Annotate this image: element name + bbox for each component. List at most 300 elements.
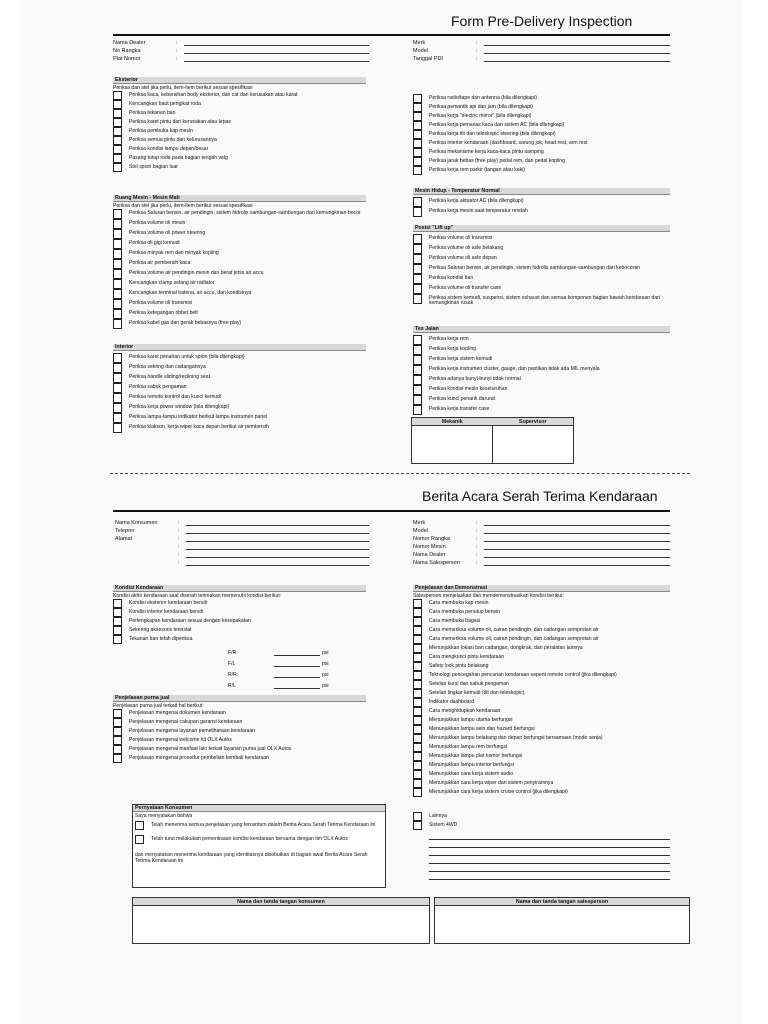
checkbox[interactable]	[135, 821, 144, 830]
field-label: Merk	[413, 40, 426, 46]
checkbox[interactable]	[413, 148, 422, 157]
checklist-item-label: Periksa kerja kopling	[429, 345, 476, 352]
field-input-line[interactable]	[484, 48, 670, 54]
checklist-item	[113, 229, 366, 239]
checkbox[interactable]	[413, 405, 422, 415]
checklist-item-label: Cara membuka bagasi	[429, 617, 481, 624]
checklist-item	[113, 363, 366, 373]
checklist-item-label: Perlengkapan kendaraan sesuai dengan kesepakatan	[129, 617, 251, 624]
checkbox[interactable]	[113, 403, 122, 413]
checkbox[interactable]	[113, 269, 122, 279]
checklist-item-label: Periksa interior kendaraan (dashboard, sarung jok, head rest, arm rest	[429, 139, 588, 146]
checklist-item-label: Menunjukkan cara kerja wiper dan sistem penyiramnya	[429, 779, 554, 786]
bast-right-field	[413, 526, 670, 534]
checkbox[interactable]	[413, 671, 422, 680]
checkbox[interactable]	[113, 617, 122, 626]
checkbox[interactable]	[113, 599, 122, 608]
checkbox[interactable]	[413, 121, 422, 130]
checklist-item	[113, 109, 366, 118]
checklist-item	[113, 269, 366, 279]
checklist-item-label: Kondisi eksterior kendaraan bersih	[129, 599, 208, 606]
field-input-line[interactable]	[484, 528, 670, 534]
checkbox[interactable]	[113, 136, 122, 145]
pdi-left-field	[113, 46, 369, 54]
lainnya-section	[413, 812, 670, 880]
checklist-item	[413, 234, 670, 244]
field-input-line[interactable]	[484, 552, 670, 558]
checklist-item-label: Periksa kondisi ban	[429, 274, 474, 281]
checklist-item	[113, 259, 366, 269]
checklist-item	[413, 599, 670, 608]
field-colon: :	[178, 560, 180, 566]
checklist-item-label: Sistem 4WD	[429, 821, 458, 828]
demonstrasi-section	[413, 585, 670, 797]
checklist-item	[413, 821, 670, 830]
checkbox[interactable]	[413, 680, 422, 689]
checklist-item-label: Periksa sabuk pengaman	[129, 383, 187, 390]
checklist-item	[113, 145, 366, 154]
checkbox[interactable]	[413, 599, 422, 608]
checkbox[interactable]	[413, 94, 422, 103]
bast-right-fields	[413, 518, 670, 566]
tire-unit: psi	[322, 661, 329, 667]
pdi-right-field	[413, 46, 670, 54]
checkbox[interactable]	[413, 770, 422, 779]
checklist-item-label: Cara memeriksa volume oli, cairan pendingin, dan cadangan semprotan air	[429, 626, 599, 633]
checkbox[interactable]	[113, 249, 122, 259]
checklist-item-label: Penjelasan mengenai welcome kit OLX Autos	[129, 736, 232, 743]
field-label: Nama Dealer	[413, 552, 446, 558]
checklist-item	[413, 653, 670, 662]
field-input-line[interactable]	[184, 48, 369, 54]
field-input-line[interactable]	[186, 544, 369, 550]
checkbox[interactable]	[113, 209, 122, 219]
checkbox[interactable]	[135, 835, 144, 844]
checklist-item-label: Periksa pemantik api dan jam (bila dilengkapi)	[429, 103, 533, 110]
checklist-item-label: Stel spion bagian luar	[129, 163, 178, 170]
checkbox[interactable]	[413, 197, 422, 207]
checklist-item	[113, 209, 366, 219]
checkbox[interactable]	[113, 635, 122, 644]
checklist-item	[413, 254, 670, 264]
mesin-hidup-section	[413, 188, 670, 217]
checklist-item	[113, 599, 366, 608]
checklist-item	[413, 264, 670, 274]
checkbox[interactable]	[413, 284, 422, 294]
field-colon: :	[476, 528, 478, 534]
checklist-item	[113, 127, 366, 136]
audio-items	[413, 94, 670, 175]
checklist-item	[113, 393, 366, 403]
checklist-item	[413, 365, 670, 375]
checklist-item	[135, 821, 385, 830]
checkbox[interactable]	[113, 709, 122, 718]
checkbox[interactable]	[413, 166, 422, 175]
checkbox[interactable]	[113, 91, 122, 100]
checkbox[interactable]	[113, 289, 122, 299]
checklist-item-label: Kondisi interior kendaraan bersih	[129, 608, 204, 615]
checklist-item-label: Cara memeriksa volume oli, cairan pendingin, dan cadangan semprotan air	[429, 635, 599, 642]
checkbox[interactable]	[113, 413, 122, 423]
field-input-line[interactable]	[484, 560, 670, 566]
checklist-item-label: Periksa karet pintu dari kerusakan atau lepas	[129, 118, 231, 125]
interior-section	[113, 344, 366, 433]
field-input-line[interactable]	[186, 528, 369, 534]
checkbox[interactable]	[413, 112, 422, 121]
checkbox[interactable]	[413, 653, 422, 662]
field-label: Merk	[413, 520, 426, 526]
checkbox[interactable]	[413, 626, 422, 635]
field-colon: :	[476, 56, 478, 62]
field-input-line[interactable]	[484, 56, 670, 62]
checklist-item	[413, 617, 670, 626]
checklist-item-label: Cara membuka penutup bensin	[429, 608, 501, 615]
checkbox[interactable]	[413, 617, 422, 626]
checklist-item-label: Periksa kondisi lampu depan/besar	[129, 145, 209, 152]
field-input-line[interactable]	[184, 40, 369, 46]
field-colon: :	[476, 520, 478, 526]
checkbox[interactable]	[413, 274, 422, 284]
checkbox[interactable]	[413, 139, 422, 148]
field-label: Nomor Mesin	[413, 544, 446, 550]
checkbox[interactable]	[413, 761, 422, 770]
field-input-line[interactable]	[186, 520, 369, 526]
checkbox[interactable]	[113, 309, 122, 319]
field-input-line[interactable]	[186, 536, 369, 542]
checklist-item-label: Periksa minyak rem dan minyak kopling	[129, 249, 219, 256]
checkbox[interactable]	[113, 154, 122, 163]
checkbox[interactable]	[113, 163, 122, 172]
konsumen-sign-label: Nama dan tanda tangan konsumen	[237, 899, 325, 905]
checklist-item-label: Cara menghidupkan kendaraan	[429, 707, 501, 714]
checkbox[interactable]	[413, 375, 422, 385]
eksterior-heading: Eksterior	[113, 77, 366, 84]
checklist-item	[413, 207, 670, 217]
checklist-item	[113, 289, 366, 299]
checklist-item-label: Periksa kerja aktuator AC (bila dilengkapi)	[429, 197, 524, 204]
checklist-item	[413, 644, 670, 653]
checklist-item-label: Periksa kerja tilt dan teleskopic steering (bila dilengkapi)	[429, 130, 556, 137]
checklist-item-label: Periksa kerja mesin saat temperatur rendah	[429, 207, 528, 214]
checkbox[interactable]	[413, 385, 422, 395]
mekanik-label: Mekanik	[441, 419, 463, 425]
checklist-item	[413, 335, 670, 345]
checklist-item-label: Periksa semua pintu dan kelurusannya	[129, 136, 217, 143]
field-colon: :	[176, 48, 178, 54]
checkbox[interactable]	[113, 239, 122, 249]
checkbox[interactable]	[413, 365, 422, 375]
checklist-item	[413, 385, 670, 395]
checkbox[interactable]	[413, 234, 422, 244]
tire-pressure-row	[228, 667, 366, 678]
checklist-item	[113, 626, 366, 635]
checklist-item-label: Periksa volume oli axle depan	[429, 254, 497, 261]
checklist-item	[413, 112, 670, 121]
checklist-item	[413, 680, 670, 689]
field-label: Nama Konsumen	[115, 520, 158, 526]
eksterior-section	[113, 77, 366, 172]
checkbox[interactable]	[113, 727, 122, 736]
checkbox[interactable]	[413, 345, 422, 355]
checklist-item	[113, 353, 366, 363]
checklist-item-label: Periksa radio/tape dan antenna (bila dilengkapi)	[429, 94, 537, 101]
interior-items	[113, 353, 366, 433]
checklist-item	[413, 244, 670, 254]
checkbox[interactable]	[413, 635, 422, 644]
checkbox[interactable]	[113, 100, 122, 109]
document-page	[20, 0, 742, 1024]
checkbox[interactable]	[113, 423, 122, 433]
checkbox[interactable]	[113, 279, 122, 289]
checklist-item	[113, 383, 366, 393]
lift-up-section	[413, 225, 670, 307]
checklist-item-label: Tekanan ban telah diperiksa	[129, 635, 193, 642]
checkbox[interactable]	[113, 127, 122, 136]
checklist-item	[413, 707, 670, 716]
pernyataan-box	[132, 804, 386, 888]
field-colon: :	[476, 40, 478, 46]
checklist-item	[413, 274, 670, 284]
checklist-item	[413, 752, 670, 761]
field-colon: :	[476, 48, 478, 54]
field-colon: :	[178, 544, 180, 550]
checklist-item-label: Periksa kerja rem parkir (tangan atau kaki)	[429, 166, 525, 173]
checkbox[interactable]	[113, 608, 122, 617]
checkbox[interactable]	[413, 264, 422, 274]
checkbox[interactable]	[413, 779, 422, 788]
checklist-item-label: Periksa handle sliding/reclining seat	[129, 373, 210, 380]
checkbox[interactable]	[413, 103, 422, 112]
field-input-line[interactable]	[484, 536, 670, 542]
checklist-item	[413, 743, 670, 752]
field-label: Nama Dealer	[113, 40, 146, 46]
checkbox[interactable]	[113, 736, 122, 745]
checklist-item	[413, 626, 670, 635]
checklist-item-label: Sekering aksesoris terinstal	[129, 626, 192, 633]
bast-right-field	[413, 518, 670, 526]
checkbox[interactable]	[113, 383, 122, 393]
pdi-right-fields	[413, 38, 670, 62]
checklist-item	[413, 139, 670, 148]
checklist-item-label: Setelan kursi dan sabuk pengaman	[429, 680, 509, 687]
checklist-item	[113, 154, 366, 163]
checklist-item-label: Periksa pembuka kap mesin	[129, 127, 193, 134]
checklist-item-label: Periksa oli gigi kemudi	[129, 239, 180, 246]
checkbox[interactable]	[413, 689, 422, 698]
checkbox[interactable]	[413, 698, 422, 707]
tire-pressure-row	[228, 656, 366, 667]
checkbox[interactable]	[413, 752, 422, 761]
pdi-right-field	[413, 54, 670, 62]
tire-pressure-row	[228, 678, 366, 689]
checklist-item-label: Periksa volume oli transfer case	[429, 284, 502, 291]
field-colon: :	[476, 560, 478, 566]
tire-pressure-input[interactable]	[274, 661, 320, 667]
checkbox[interactable]	[113, 118, 122, 127]
tire-label: R/R	[228, 672, 237, 678]
checkbox[interactable]	[413, 254, 422, 264]
purna-jual-heading: Penjelasan purna jual	[113, 695, 366, 702]
checklist-item-label: Periksa jarak bebas (free play) pedal rem, dan pedal kopling	[429, 157, 565, 164]
konsumen-signature-box[interactable]	[132, 897, 430, 944]
checklist-item	[413, 405, 670, 415]
checkbox[interactable]	[413, 644, 422, 653]
checklist-item	[113, 635, 366, 644]
checkbox[interactable]	[113, 229, 122, 239]
checklist-item	[413, 725, 670, 734]
checklist-item	[113, 100, 366, 109]
checkbox[interactable]	[113, 319, 122, 329]
field-input-line[interactable]	[484, 520, 670, 526]
checkbox[interactable]	[413, 743, 422, 752]
mekanik-signature[interactable]	[412, 426, 492, 463]
supervisor-label: Supervisor	[518, 419, 547, 425]
checkbox[interactable]	[413, 734, 422, 743]
checkbox[interactable]	[113, 754, 122, 763]
checklist-item-label: Periksa kabel gas dan gerak bebasnya (free play)	[129, 319, 242, 326]
checkbox[interactable]	[413, 707, 422, 716]
tire-pressure-input[interactable]	[274, 650, 320, 656]
purna-jual-section	[113, 695, 366, 763]
checklist-item	[413, 662, 670, 671]
checklist-item-label: Teknologi pencegahan pencurian kendaraan seperti remote control (jika dilengkapi)	[429, 671, 617, 678]
tire-pressure-input[interactable]	[274, 672, 320, 678]
lainnya-items	[413, 812, 670, 830]
checklist-item	[413, 671, 670, 680]
checkbox[interactable]	[413, 130, 422, 139]
checklist-item	[413, 345, 670, 355]
konsumen-signature[interactable]	[133, 906, 429, 943]
checkbox[interactable]	[113, 145, 122, 154]
checkbox[interactable]	[113, 219, 122, 229]
tire-pressure-input[interactable]	[274, 683, 320, 689]
tire-label: F/L	[228, 661, 236, 667]
checkbox[interactable]	[413, 244, 422, 254]
checklist-item-label: Periksa kerja sistem kemudi	[429, 355, 493, 362]
checkbox[interactable]	[113, 373, 122, 383]
field-input-line[interactable]	[484, 544, 670, 550]
checklist-item-label: Periksa volume oli mesin	[129, 219, 186, 226]
checklist-item-label: Periksa volume oli axle belakang	[429, 244, 504, 251]
checkbox[interactable]	[413, 395, 422, 405]
bast-left-field	[115, 518, 369, 526]
field-input-line[interactable]	[186, 560, 369, 566]
checklist-item	[413, 716, 670, 725]
checkbox[interactable]	[113, 353, 122, 363]
checklist-item-label: Lainnya	[429, 812, 447, 819]
checkbox[interactable]	[113, 745, 122, 754]
checklist-item	[413, 166, 670, 175]
checklist-item	[113, 745, 366, 754]
salesperson-signature[interactable]	[435, 906, 689, 943]
checkbox[interactable]	[413, 821, 422, 830]
lainnya-blank-lines[interactable]	[429, 832, 670, 880]
checkbox[interactable]	[113, 259, 122, 269]
checkbox[interactable]	[413, 294, 422, 304]
checklist-item	[113, 718, 366, 727]
demonstrasi-heading: Penjelasan dan Demonstrasi	[413, 585, 670, 592]
field-label: Model	[413, 528, 428, 534]
checkbox[interactable]	[113, 109, 122, 118]
checklist-item	[413, 779, 670, 788]
checkbox[interactable]	[413, 725, 422, 734]
field-input-line[interactable]	[484, 40, 670, 46]
field-input-line[interactable]	[186, 552, 369, 558]
checkbox[interactable]	[113, 626, 122, 635]
checkbox[interactable]	[413, 788, 422, 797]
checklist-item	[113, 136, 366, 145]
checkbox[interactable]	[113, 718, 122, 727]
checklist-item-label: Periksa air pembersih kaca	[129, 259, 191, 266]
supervisor-signature[interactable]	[492, 426, 573, 463]
salesperson-signature-box[interactable]	[434, 897, 690, 944]
checklist-item	[113, 163, 366, 172]
field-input-line[interactable]	[184, 56, 369, 62]
pdi-title: Form Pre-Delivery Inspection	[451, 13, 633, 29]
checklist-item-label: Telah menerima semua penjelasan yang tercantum dalam Berita Acara Serah Terima Kendaraan ini	[151, 821, 376, 828]
field-colon: :	[476, 552, 478, 558]
checklist-item-label: Periksa klakson, kerja wiper kaca depan berikut air pembersih	[129, 423, 269, 430]
checklist-item-label: Periksa kondisi mesin keseluruhan	[429, 385, 508, 392]
field-colon: :	[476, 536, 478, 542]
checklist-item-label: Menunjukkan lampu utama berfungsi	[429, 716, 513, 723]
bast-left-field	[115, 534, 369, 542]
checkbox[interactable]	[413, 716, 422, 725]
checklist-item	[113, 219, 366, 229]
checklist-item-label: Menunjukkan lokasi ban cadangan, dongkrak, dan peralatan lainnya	[429, 644, 583, 651]
checklist-item	[413, 698, 670, 707]
bast-right-field	[413, 534, 670, 542]
checkbox[interactable]	[413, 157, 422, 166]
eksterior-items	[113, 91, 366, 172]
checklist-item-label: Setelan lingkar kemudi (tilt dan teleskopic)	[429, 689, 525, 696]
tes-jalan-heading: Tes Jalan	[413, 326, 670, 333]
checklist-item-label: Periksa Saluran bensin, air pendingin, sistem hidrolis sambungan-sambungan dari kebocoran	[429, 264, 640, 271]
checkbox[interactable]	[413, 608, 422, 617]
checklist-item-label: Penjelasan mengenai manfaat lain terkait layanan purna jual OLX Autos	[129, 745, 292, 752]
checkbox[interactable]	[113, 299, 122, 309]
checklist-item-label: Kencangkan baut pengikat roda	[129, 100, 201, 107]
checkbox[interactable]	[113, 363, 122, 373]
checklist-item-label: Periksa volume oli transmisi	[429, 234, 493, 241]
purna-jual-intro: Penjelasan purna jual terkait hal berikut:	[113, 703, 204, 709]
checkbox[interactable]	[413, 812, 422, 821]
checklist-item-label: Periksa volume air pendingin mesin dan berat jenis air accu	[129, 269, 264, 276]
ruang-mesin-items	[113, 209, 366, 329]
pdi-signature-box[interactable]	[411, 417, 574, 464]
checkbox[interactable]	[413, 662, 422, 671]
checkbox[interactable]	[113, 393, 122, 403]
checkbox[interactable]	[413, 335, 422, 345]
checklist-item	[135, 835, 385, 844]
checkbox[interactable]	[413, 355, 422, 365]
pernyataan-heading: Pernyataan Konsumen	[133, 805, 385, 812]
kondisi-items	[113, 599, 366, 644]
checklist-item	[113, 373, 366, 383]
checkbox[interactable]	[413, 207, 422, 217]
field-label: Plat Nomor	[113, 56, 141, 62]
checklist-item-label: Periksa sistem kemudi, suspensi, sistem exhaust dan semua komponen bagian bawah kendaraan dari kemungkinan rusak	[429, 294, 661, 307]
tire-pressure-row	[228, 645, 366, 656]
alamat-extra-line	[115, 550, 369, 558]
pernyataan-items	[133, 821, 385, 844]
checklist-item	[413, 770, 670, 779]
checklist-item-label: Periksa kunci penarik darurat	[429, 395, 495, 402]
audio-section	[413, 94, 670, 175]
checklist-item-label: Periksa Saluran bensin, air pendingin, sistem hidrolis sambungan-sambungan dari kemungkinan bocor	[129, 209, 361, 216]
checklist-item-label: Menunjukkan lampu interior berfungsi	[429, 761, 514, 768]
checklist-item-label: Menunjukkan lampu plat nomor berfungsi	[429, 752, 523, 759]
